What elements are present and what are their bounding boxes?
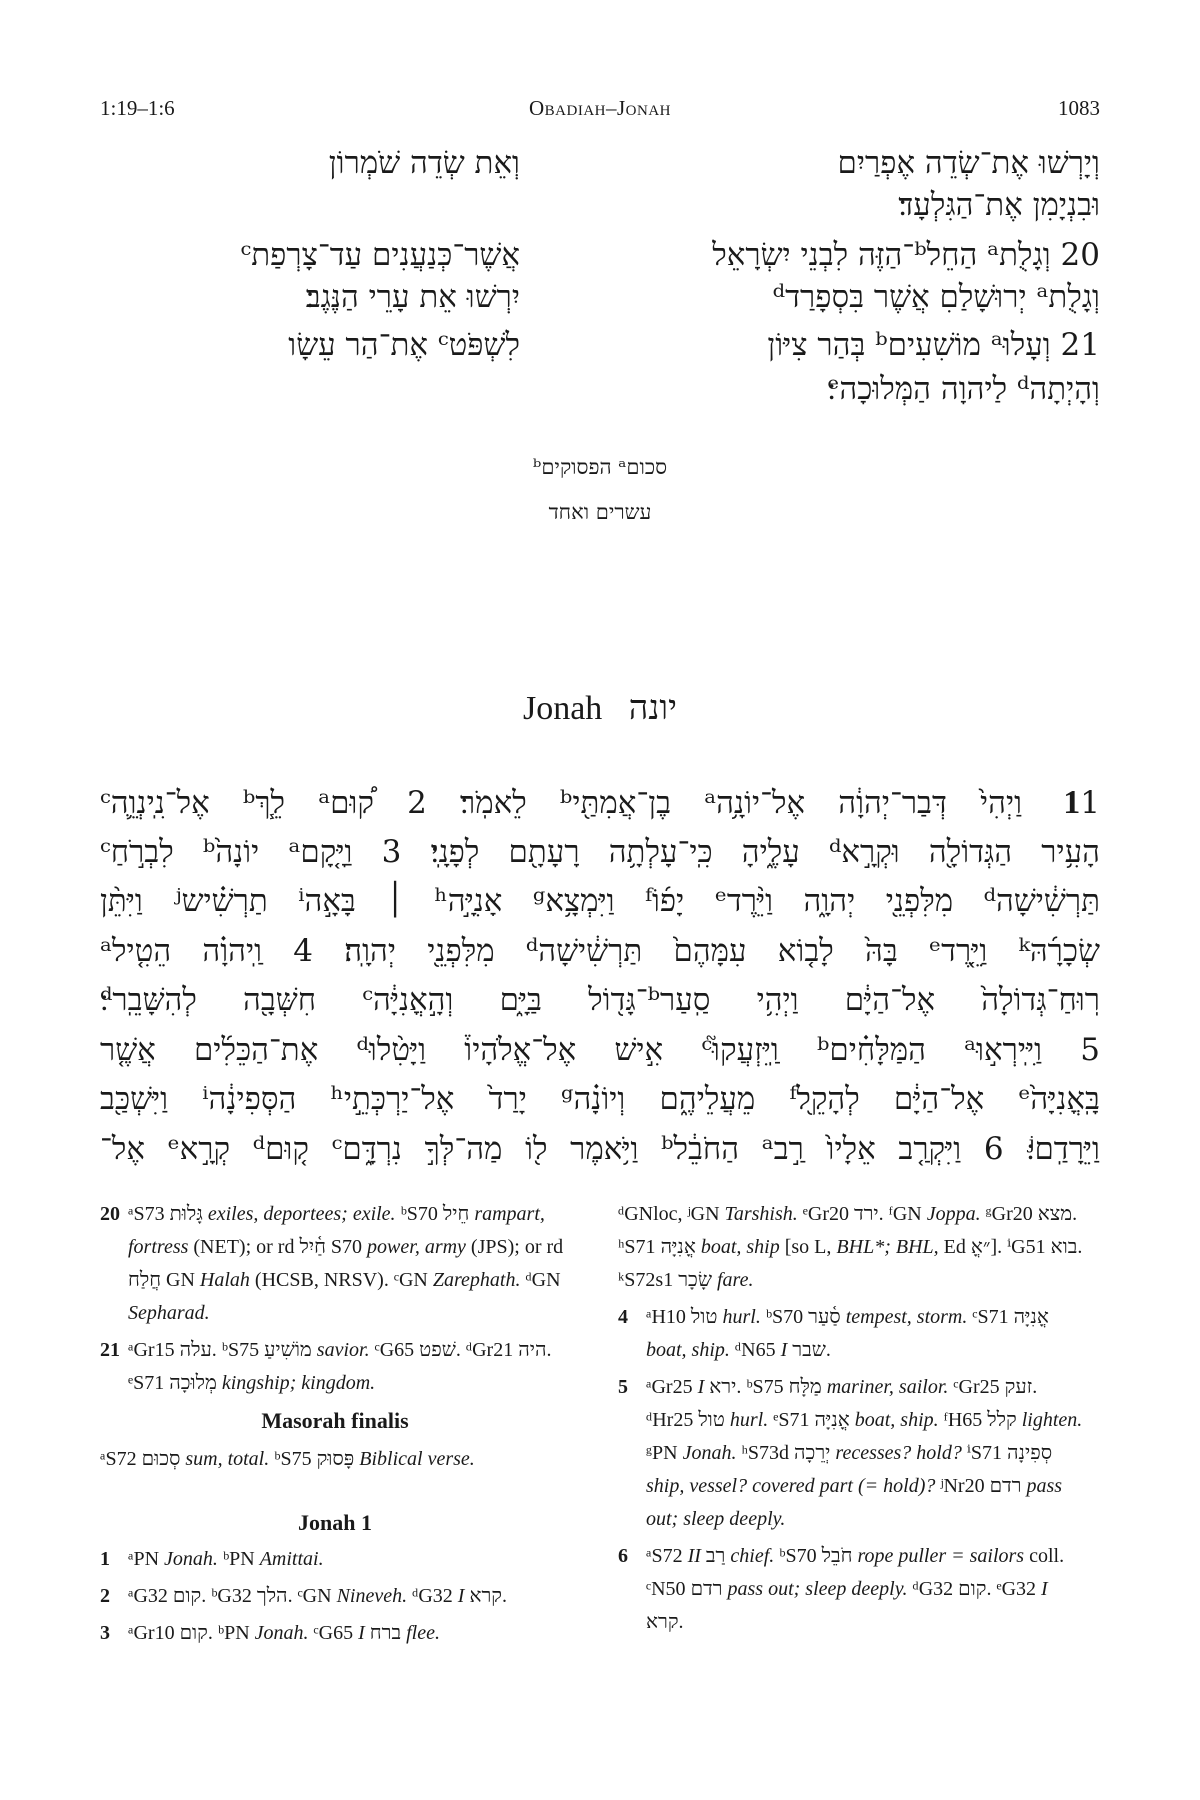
parsing-text: ירא. ᵇS75 מַלָּח — [704, 1376, 827, 1398]
parsing-text: ᵈG32 — [407, 1585, 458, 1607]
poetry-right-line: וּבִנְיָמִן אֶת־הַגִּלְעָד׃ — [898, 187, 1100, 223]
parsing-text: קרא. — [646, 1611, 684, 1633]
parsing-text: ᵈGN — [520, 1269, 561, 1291]
gloss-text: Tarshish. — [724, 1203, 798, 1225]
text-line: 5 וַיִּֽירְא֣וּᵃ הַמַּלָּחִ֗יםᵇ וַֽיִּזְעֲקוּ֮ᶜ אִ֣ישׁ אֶל־אֱלֹהָיו֒ וַיָּטִ֨לוּᵈ אֶת־הַכֵּלִ֜ים אֲשֶׁ֤ר — [100, 1031, 1100, 1068]
note-verse-number: 6 — [618, 1545, 628, 1567]
parsing-text: ᵉGr20 ירד. ᶠGN — [797, 1203, 927, 1225]
note-verse-number: 20 — [100, 1203, 120, 1225]
gloss-text: rope puller = sailors — [857, 1545, 1025, 1567]
note-entry — [618, 1301, 1088, 1367]
parsing-text: ᵍPN — [646, 1442, 683, 1464]
note-entry — [618, 1540, 1088, 1639]
gloss-text: savior. — [316, 1339, 370, 1361]
chapter-number: 1 — [1063, 784, 1081, 821]
text-line: שְׂכָרָ֜הּᵏ וַיֵּ֤רֶדᵉ בָּהּ֙ לָב֤וֹא עִמָּהֶם֙ תַּרְשִׁ֔ישָׁהᵈ מִלִּפְנֵ֖י יְהוָֽה׃ 4 וַֽיהוָ֗ה הֵטִ֤ילᵃ — [100, 932, 1100, 969]
text-line-content: 1 וַיְהִי֙ דְּבַר־יְהוָ֔ה אֶל־יוֹנָ֥הᵃ בֶן־אֲמִתַּ֖יᵇ לֵאמֹֽר׃ 2 ק֠וּםᵃ לֵ֧ךְᵇ אֶל־נִֽינְוֵ֛הᶜ — [100, 785, 1100, 821]
gloss-text: boat, ship — [700, 1236, 780, 1258]
parsing-text: ᵃS73 גָּלוּת — [128, 1203, 208, 1225]
parsing-text: קרא. — [464, 1585, 507, 1607]
jonah-text — [100, 778, 1100, 1174]
text-line: רֽוּחַ־גְּדוֹלָה֙ אֶל־הַיָּ֔ם וַיְהִ֥י סַֽעַרᵇ־גָּד֖וֹל בַּיָּ֑ם וְהָ֣אֳנִיָּ֔הᶜ חִשְּׁבָ֖ה לְהִשָּׁבֵֽרᵈ׃ — [100, 982, 1100, 1018]
gloss-text: Amittai. — [259, 1548, 324, 1570]
note-verse-number: 4 — [618, 1306, 628, 1328]
parsing-text: ברח — [364, 1622, 407, 1644]
running-head — [100, 96, 1100, 136]
note-entry — [100, 1198, 570, 1330]
parsing-text: ʰS73d יְרֵכָה — [736, 1442, 836, 1464]
gloss-text: I — [1041, 1578, 1048, 1600]
parsing-text: ᵍGr20 מצא. ʰS71 אֳנִיָּה — [618, 1203, 1078, 1258]
parsing-text: רַב — [700, 1545, 731, 1567]
parsing-text: (JPS); or rd חֲלַח GN — [128, 1236, 564, 1291]
poetry-left-line: וְאֵת שְׂדֵה שֹׁמְרוֹן — [328, 145, 520, 181]
gloss-text: Nineveh. — [336, 1585, 408, 1607]
parsing-text: ᵃG32 קום. ᵇG32 הלך. ᶜGN — [128, 1585, 337, 1607]
note-verse-number: 5 — [618, 1376, 628, 1398]
parsing-text: ᶜG65 שׁפט. ᵈGr21 היה. ᵉS71 מְלוּכָה — [128, 1339, 552, 1394]
book-range-title: Obadiah–Jonah — [529, 96, 671, 120]
gloss-text: BHL*; BHL, — [836, 1236, 939, 1258]
parsing-text: coll. ᶜN50 רדם — [646, 1545, 1065, 1600]
gloss-text: flee. — [406, 1622, 440, 1644]
notes-right-column — [618, 1198, 1088, 1643]
parsing-text: ᵇPN — [217, 1548, 260, 1570]
parsing-text: ᵃH10 טול — [646, 1306, 723, 1328]
note-verse-number: 3 — [100, 1622, 110, 1644]
poetry-right-line: 21 וְעָלוּᵃ מוֹשִׁעִיםᵇ בְּהַר צִיּוֹן — [767, 327, 1100, 363]
jonah-notes-right — [618, 1198, 1088, 1639]
parsing-text: ᵇS70 חֵיל — [395, 1203, 475, 1225]
poetry-left-line: לִשְׁפֹּטᶜ אֶת־הַר עֵשָׂו — [288, 327, 520, 363]
gloss-text: boat, ship. — [854, 1409, 939, 1431]
parsing-text: ᵇS70 חֹבֵל — [774, 1545, 858, 1567]
note-verse-number: 1 — [100, 1548, 110, 1570]
note-body — [646, 1545, 1064, 1633]
gloss-text: mariner, sailor. — [826, 1376, 949, 1398]
parsing-text: (HCSB, NRSV). ᶜGN — [249, 1269, 433, 1291]
gloss-text: recesses? hold? — [835, 1442, 962, 1464]
text-line: בָּֽאֳנִיָּה֙ᵉ אֶל־הַיָּ֔ם לְהָקֵ֖לᶠ מֵעֲלֵיהֶ֑ם וְיוֹנָ֗הᵍ יָרַד֙ אֶל־יַרְכְּתֵ֣יʰ הַסְּפִינָ֔הⁱ וַיִּשְׁכַּ֖ב — [100, 1081, 1100, 1117]
book-title — [100, 688, 1100, 728]
note-entry — [100, 1334, 570, 1400]
gloss-text: Zarephath. — [432, 1269, 521, 1291]
masorah-finalis-note — [100, 1443, 570, 1476]
note-verse-number: 21 — [100, 1339, 120, 1361]
jonah-notes-left — [100, 1543, 570, 1650]
parsing-text: ᵃGr25 — [646, 1376, 698, 1398]
gloss-text: Sepharad. — [128, 1302, 210, 1324]
note-body — [128, 1622, 440, 1644]
poetry-left-line: יִרְשׁוּ אֵת עָרֵי הַנֶּגֶב׃ — [305, 279, 520, 315]
note-body — [128, 1548, 324, 1570]
gloss-text: pass out; sleep deeply. — [727, 1578, 908, 1600]
parsing-text: שבר. — [787, 1339, 831, 1361]
poetry-right-line: וְיָרְשׁוּ אֶת־שְׂדֵה אֶפְרַיִם — [837, 145, 1100, 181]
gloss-text: Halah — [199, 1269, 250, 1291]
parsing-text: ⁱS71 סְפִינָה — [961, 1442, 1053, 1464]
text-line: תַּרְשִׁ֔ישָׁהᵈ מִלִּפְנֵ֖י יְהוָ֑ה וַיֵּ֨רֶדᵉ יָפ֜וֹᶠ וַיִּמְצָ֥אᵍ אָנִיָּ֣הʰ ׀ בָּאָ֣הⁱ תַרְשִׁ֗ישʲ וַיִּתֵּ֨ן — [100, 883, 1100, 919]
note-body — [646, 1306, 1049, 1361]
gloss-text: Jonah. — [682, 1442, 737, 1464]
parsing-text: ʲNr20 רדם — [935, 1475, 1027, 1497]
note-body — [646, 1376, 1082, 1530]
parsing-text: ᶠH65 קלל — [938, 1409, 1022, 1431]
gloss-text: chief. — [730, 1545, 775, 1567]
parsing-text: ᵃGr10 קום. ᵇPN — [128, 1622, 255, 1644]
poetry-left-line: אֲשֶׁר־כְּנַעֲנִים עַד־צָרְפַתᶜ — [240, 237, 520, 273]
masorah-line: סכוםᵃ הפסוקיםᵇ — [532, 455, 668, 479]
chapter-verse-range: 1:19–1:6 — [100, 96, 175, 120]
text-line — [100, 778, 1100, 828]
note-body — [128, 1339, 551, 1394]
poetry-right-line: 20 וְגָלֻתᵃ הַחֵלᵇ־הַזֶּה לִבְנֵי יִשְׂרָאֵל — [712, 237, 1100, 273]
gloss-text: I — [358, 1622, 365, 1644]
note-body — [128, 1585, 507, 1607]
jonah-notes-heading: Jonah 1 — [298, 1510, 372, 1535]
gloss-text: Jonah. — [164, 1548, 218, 1570]
gloss-text: lighten. — [1021, 1409, 1083, 1431]
note-body — [618, 1203, 1082, 1291]
note-verse-number: 2 — [100, 1585, 110, 1607]
gloss-text: Jonah. — [254, 1622, 309, 1644]
text-line: הָעִ֥יר הַגְּדוֹלָ֖ה וּקְרָ֣אᵈ עָלֶ֑יהָ כִּֽי־עָלְתָ֥ה רָעָתָ֖ם לְפָנָֽי׃ 3 וַיָּ֤קָםᵃ יוֹנָה֙ᵇ לִבְרֹ֣חַᶜ — [100, 833, 1100, 870]
masorah-finalis-heading: Masorah finalis — [261, 1408, 409, 1433]
parsing-text: ᵃGr15 עלה. ᵇS75 מוֹשִׁיעַ — [128, 1339, 317, 1361]
gloss-text: boat, ship. — [646, 1339, 730, 1361]
note-entry — [618, 1371, 1088, 1536]
poetry-right-line: וְהָיְתָהᵈ לַיהוָה הַמְּלוּכָהᵉ׃ — [827, 371, 1100, 407]
gloss-text: exiles, deportees; exile. — [207, 1203, 396, 1225]
gloss-text: sum, total. — [185, 1448, 270, 1470]
gloss-text: ship, vessel? covered part (= hold)? — [646, 1475, 936, 1497]
gloss-text: pass out; sleep deeply. — [646, 1475, 1063, 1530]
parsing-text: ᵈN65 — [729, 1339, 781, 1361]
parsing-text: ᵃS72 סְכוּם — [100, 1448, 186, 1470]
book-title-hebrew: יונה — [628, 688, 678, 728]
gloss-text: rampart, fortress — [128, 1203, 545, 1258]
parsing-text: ᵇS70 סַ֫עַר — [760, 1306, 846, 1328]
note-entry — [100, 1617, 570, 1650]
parsing-text: ᵇS75 פָּסוּק — [269, 1448, 360, 1470]
obadiah-poetry — [100, 145, 1100, 425]
gloss-text: hurl. — [722, 1306, 761, 1328]
parsing-text: ᶜG65 — [308, 1622, 359, 1644]
parsing-text: (NET); or rd חַ֫יִל S70 — [188, 1236, 368, 1258]
gloss-text: fare. — [716, 1269, 754, 1291]
notes-left-column — [100, 1198, 570, 1654]
note-entry — [100, 1543, 570, 1576]
gloss-text: I — [697, 1376, 705, 1398]
parsing-text: Ed ״אֳ]. ⁱG51 בוא. ᵏS72s1 שָׂכָר — [618, 1236, 1083, 1291]
book-title-english: Jonah — [522, 690, 603, 727]
text-line: וַיֵּרָדַֽםʲ׃ 6 וַיִּקְרַ֤ב אֵלָיו֙ רַ֣בᵃ הַחֹבֵ֔לᵇ וַיֹּ֥אמֶר ל֖וֹ מַה־לְּךָ֣ נִרְדָּ֑םᶜ ק֚וּםᵈ קְרָ֣אᵉ אֶל־ — [100, 1130, 1100, 1167]
parsing-text: ᵈG32 קום. ᵉG32 — [907, 1578, 1042, 1600]
parsing-text: ᶜGr25 זעק. ᵈHr25 טול — [646, 1376, 1038, 1431]
gloss-text: Biblical verse. — [359, 1448, 475, 1470]
gloss-text: kingship; kingdom. — [221, 1372, 376, 1394]
gloss-text: hurl. — [729, 1409, 769, 1431]
gloss-text: power, army — [367, 1236, 466, 1258]
masorah-line: עשרים ואחד — [548, 500, 652, 524]
parsing-text: ᶜS71 אֳנִיָּה — [967, 1306, 1049, 1328]
note-entry — [618, 1198, 1088, 1297]
parsing-text: [so L, — [779, 1236, 837, 1258]
gloss-text: tempest, storm. — [845, 1306, 968, 1328]
masorah-verse-count — [100, 455, 1100, 545]
page-number: 1083 — [1058, 96, 1100, 120]
poetry-right-line: וְגָלֻתᵃ יְרוּשָׁלַםִ אֲשֶׁר בִּסְפָרַדᵈ — [772, 279, 1100, 315]
note-body — [128, 1203, 563, 1324]
gloss-text: II — [687, 1545, 701, 1567]
parsing-text: ᵈGNloc, ʲGN — [618, 1203, 725, 1225]
gloss-text: I — [780, 1339, 788, 1361]
gloss-text: I — [457, 1585, 465, 1607]
parsing-text: ᵃS72 — [646, 1545, 688, 1567]
parsing-text: ᵉS71 אֳנִיָּה — [768, 1409, 855, 1431]
note-entry — [100, 1580, 570, 1613]
parsing-text: ᵃPN — [128, 1548, 165, 1570]
obadiah-notes — [100, 1198, 570, 1400]
gloss-text: Joppa. — [926, 1203, 981, 1225]
